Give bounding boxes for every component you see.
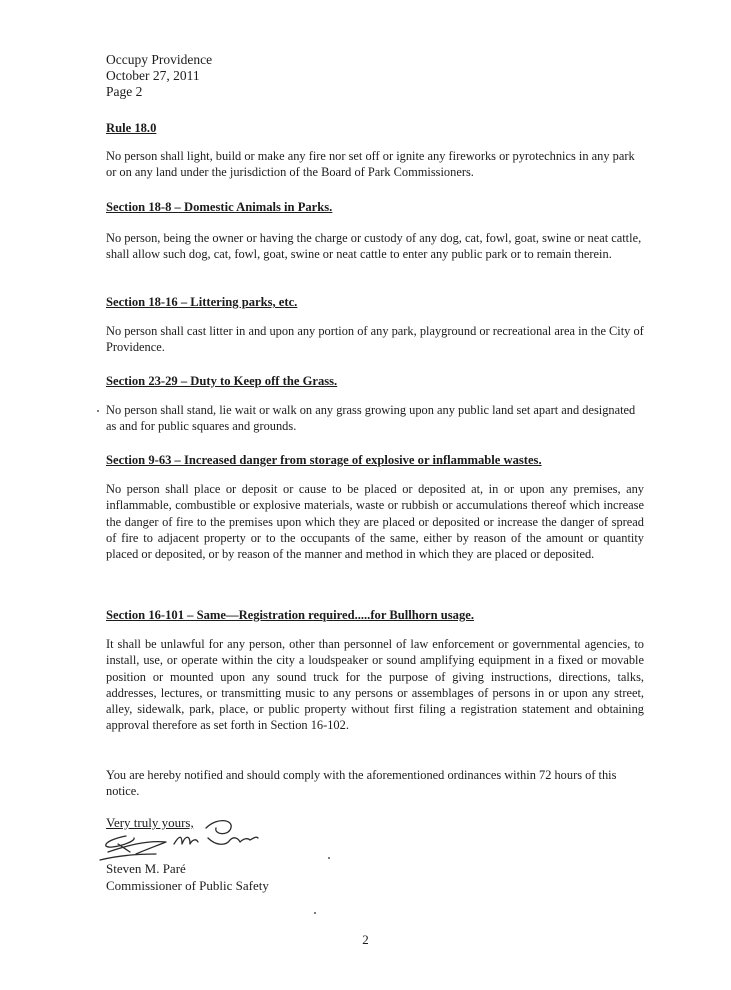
letter-header [106, 52, 212, 100]
section-18-16-body: No person shall cast litter in and upon any portion of any park, playground or recreational area in the City of Providence. [106, 324, 644, 355]
closing-text: Very truly yours, [106, 815, 194, 830]
recipient-organization: Occupy Providence [106, 52, 213, 67]
page-number: 2 [362, 932, 369, 947]
section-9-63-body: No person shall place or deposit or cause to be placed or deposited at, in or upon any premises, any inflammable, combustible or explosive materials, waste or rubbish or accumulations thereof which increase the danger of fire to the premises upon which they are placed or deposited or increase the danger of spread of fire to adjacent property or to the occupants of the same, either by reason of the amount or quantity placed or deposited, or by reason of the manner and method in which they are placed or deposited. [106, 482, 644, 562]
scan-speck [328, 857, 330, 859]
page-label: Page 2 [106, 84, 143, 99]
section-18-8-body: No person, being the owner or having the charge or custody of any dog, cat, fowl, goat, swine or neat cattle, shall allow such dog, cat, fowl, goat, swine or neat cattle to enter any public park or to remain therein. [106, 231, 642, 262]
scan-speck [314, 912, 316, 914]
section-23-29-title: Section 23-29 – Duty to Keep off the Grass. [106, 374, 338, 388]
rule-18-title: Rule 18.0 [106, 121, 157, 135]
section-18-8-title: Section 18-8 – Domestic Animals in Parks. [106, 200, 333, 214]
signer-name: Steven M. Paré [106, 861, 186, 876]
scan-speck [97, 410, 99, 412]
section-16-101-title: Section 16-101 – Same—Registration required.....for Bullhorn usage. [106, 608, 475, 622]
compliance-notice: You are hereby notified and should comply with the aforementioned ordinances within 72 hours of this notice. [106, 768, 617, 799]
section-9-63-title: Section 9-63 – Increased danger from storage of explosive or inflammable wastes. [106, 453, 542, 467]
rule-18-body: No person shall light, build or make any fire nor set off or ignite any fireworks or pyrotechnics in any park or on any land under the jurisdiction of the Board of Park Commissioners. [106, 149, 635, 180]
signer-title: Commissioner of Public Safety [106, 877, 269, 893]
section-23-29-body: No person shall stand, lie wait or walk on any grass growing upon any public land set apart and designated as and for public squares and grounds. [106, 403, 636, 434]
letter-date: October 27, 2011 [106, 68, 200, 83]
section-18-16-title: Section 18-16 – Littering parks, etc. [106, 295, 298, 309]
section-16-101-body: It shall be unlawful for any person, other than personnel of law enforcement or governmental agencies, to install, use, or operate within the city a loudspeaker or sound amplifying equipment in a fixed or movable position or mounted upon any sound truck for the purpose of giving instructions, directions, talks, addresses, lectures, or transmitting music to any persons or assemblages of persons in or upon any street, alley, sidewalk, park, place, or public property without first filing a registration statement and obtaining approval therefore as set forth in Section 16-102. [106, 637, 644, 733]
signer-block [106, 861, 269, 894]
